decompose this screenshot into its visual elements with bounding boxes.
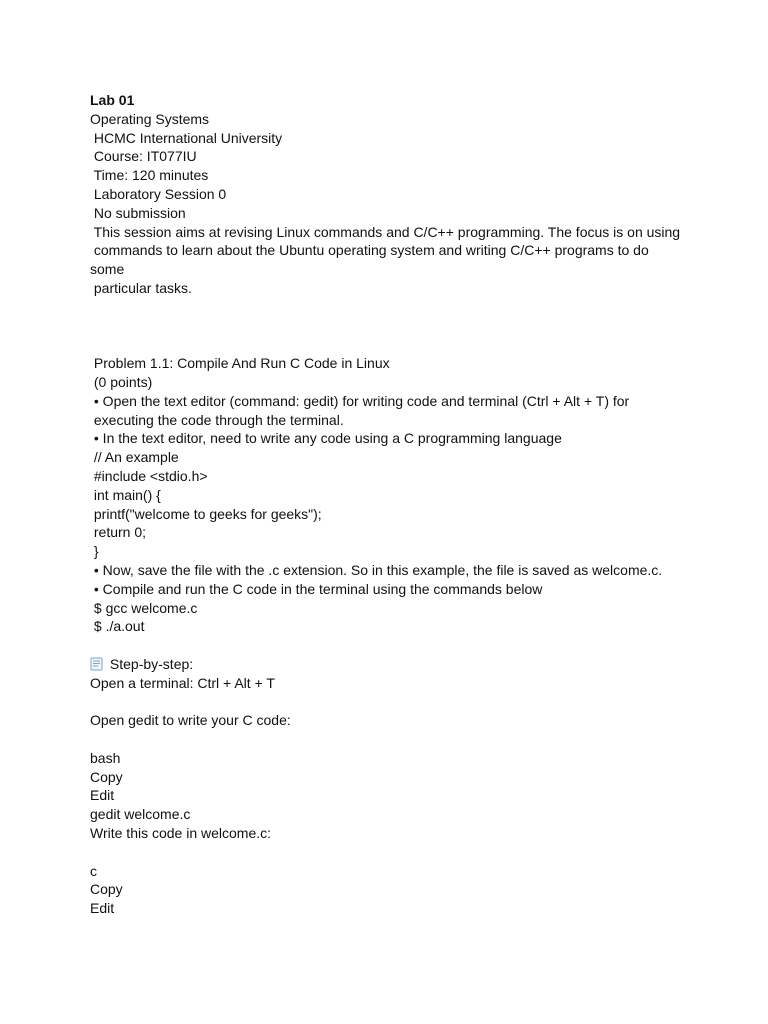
code-line: } [90, 543, 99, 560]
step-write-code: Write this code in welcome.c: [90, 825, 272, 842]
document-page [90, 91, 690, 918]
spacer [90, 730, 690, 749]
step-open-terminal: Open a terminal: Ctrl + Alt + T [90, 674, 275, 691]
problem-points: (0 points) [90, 373, 153, 390]
problem-title: Problem 1.1: Compile And Run C Code in Linux [90, 355, 390, 372]
code-block-language: bash [90, 749, 121, 766]
instruction-bullet: • Compile and run the C code in the terminal using the commands below [90, 580, 543, 597]
description-line: particular tasks. [90, 279, 192, 296]
description-line: commands to learn about the Ubuntu operating system and writing C/C++ programs to do [90, 242, 649, 259]
edit-button[interactable]: Edit [90, 900, 115, 917]
session-label: Laboratory Session 0 [90, 185, 227, 202]
code-line: return 0; [90, 524, 147, 541]
spacer [90, 298, 690, 354]
code-line: printf("welcome to geeks for geeks"); [90, 505, 322, 522]
code-block-command: gedit welcome.c [90, 806, 191, 823]
command-line: $ gcc welcome.c [90, 599, 198, 616]
description-line: some [90, 261, 125, 278]
steps-heading: Step-by-step: [106, 655, 194, 672]
instruction-bullet: • Now, save the file with the .c extension. So in this example, the file is saved as welcome.c. [90, 561, 663, 578]
time-limit: Time: 120 minutes [90, 167, 209, 184]
code-block-language: c [90, 862, 97, 879]
code-line: // An example [90, 449, 179, 466]
submission-note: No submission [90, 204, 186, 221]
notepad-icon [90, 657, 103, 671]
lab-title: Lab 01 [90, 92, 135, 108]
university-name: HCMC International University [90, 129, 283, 146]
code-line: int main() { [90, 486, 161, 503]
instruction-bullet: • In the text editor, need to write any code using a C programming language [90, 430, 562, 447]
command-line: $ ./a.out [90, 618, 145, 635]
step-open-gedit: Open gedit to write your C code: [90, 712, 291, 729]
edit-button[interactable]: Edit [90, 787, 115, 804]
spacer [90, 843, 690, 862]
copy-button[interactable]: Copy [90, 768, 123, 785]
code-line: #include <stdio.h> [90, 467, 208, 484]
course-name: Operating Systems [90, 110, 210, 127]
spacer [90, 636, 690, 655]
course-code: Course: IT077IU [90, 148, 197, 165]
instruction-bullet-continued: executing the code through the terminal. [90, 411, 344, 428]
description-line: This session aims at revising Linux commands and C/C++ programming. The focus is on using [90, 223, 681, 240]
instruction-bullet: • Open the text editor (command: gedit) for writing code and terminal (Ctrl + Alt + T) for [90, 392, 630, 409]
copy-button[interactable]: Copy [90, 881, 123, 898]
spacer [90, 693, 690, 712]
steps-heading-row [90, 655, 690, 674]
